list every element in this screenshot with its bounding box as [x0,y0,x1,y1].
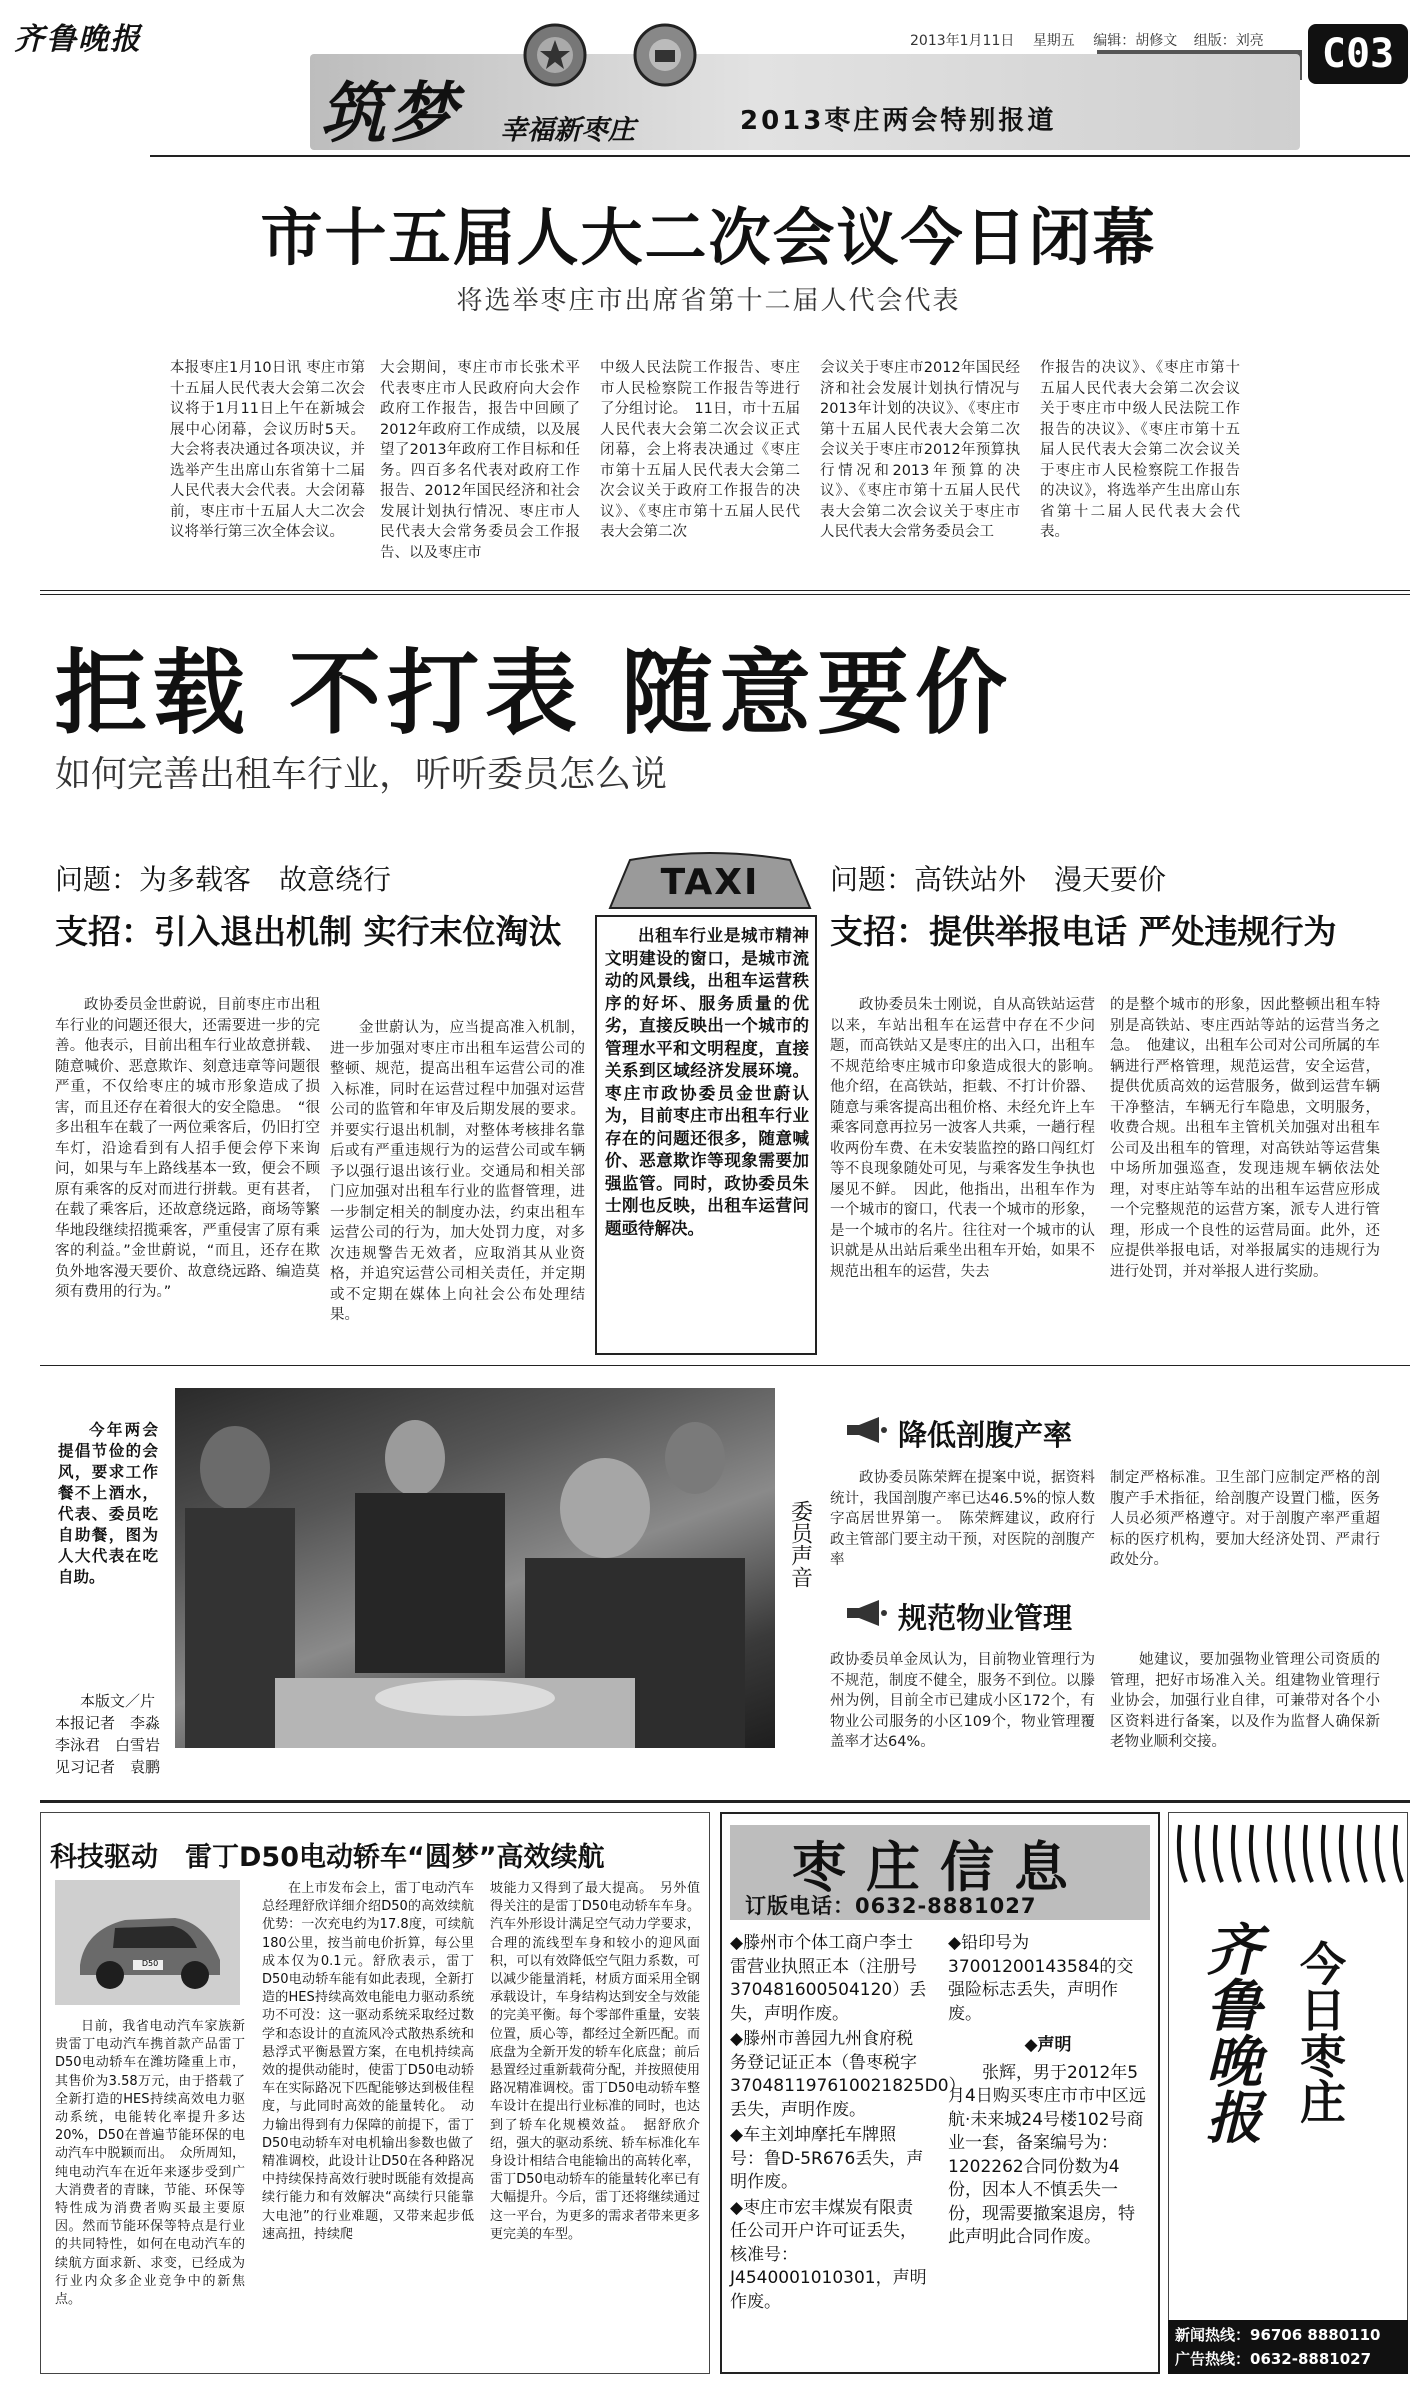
car-ad-headline: 科技驱动 雷丁D50电动轿车“圆梦”高效续航 [50,1842,605,1873]
megaphone-icon [845,1415,889,1449]
article1-col-4: 会议关于枣庄市2012年国民经济和社会发展计划执行情况与2013年计划的决议》、《枣庄市第十五届人民代表大会第二次会议关于枣庄市2012年预算执行情况和2013年预算的决议》、《枣庄市第十五届人民代表大会第二次会议关于枣庄市人民代表大会常务委员会工 [820,360,1020,540]
info-item: ◆枣庄市宏丰煤炭有限责任公司开户许可证丢失，核准号：J4540001010301，声明作废。 [730,2197,927,2312]
left-question: 问题：为多载客 故意绕行 [55,863,392,896]
left-answer: 支招：引入退出机制 实行末位淘汰 [55,912,562,951]
promo-ad-hotline: 广告热线：0632-8881027 [1175,2350,1372,2368]
taxi-col-2: 金世蔚认为，应当提高准入机制，进一步加强对枣庄市出租车运营公司的整顿、规范，提高出租车运营公司的准入标准，同时在运营过程中加强对运营公司的监管和年审及后期发展的要求。并要实行退出机制，对整体考核排名靠后或有严重违规行为的运营公司或车辆予以强行退出该行业。交通局和相关部门应加强对出租车行业的监督管理，进一步制定相关的制度办法，约束出租车运营公司的行为，加大处罚力度，对多次违规警告无效者，应取消其从业资格，并追究运营公司相关责任，并定期或不定期在媒体上向社会公布处理结果。 [330,1020,585,1323]
article1-col-3: 中级人民法院工作报告、枣庄市人民检察院工作报告等进行了分组讨论。 11日，市十五届人民代表大会第二次会议正式闭幕，会上将表决通过《枣庄市第十五届人民代表大会第二次会议关于政府工作报告的决议》、《枣庄市第十五届人民代表大会第二次 [600,360,800,540]
article1-headline: 市十五届人大二次会议今日闭幕 [260,201,1157,274]
car-col-1: 日前，我省电动汽车家族新贵雷丁电动汽车携首款产品雷丁D50电动轿车在潍坊隆重上市，其售价为3.58万元，由于搭载了全新打造的HES持续高效电力驱动系统，电能转化率提升多达20%，D50在普遍节能环保的电动汽车中脱颖而出。 众所周知，纯电动汽车在近年来逐步受到广大消费者的青睐，节能、环保等特性成为消费者购买最主要原因。然而节能环保等特点是行业的共同特性，如何在电动汽车的续航方面求新、求变，已经成为行业内众多企业竞争中的新焦点。 [55,2019,245,2308]
voices-label-text: 委员声音 [787,1500,813,1588]
divider [40,1800,1410,1803]
voice1-right: 制定严格标准。卫生部门应制定严格的剖腹产手术指征，给剖腹产设置门槛，医务人员必须严格遵守。对于剖腹产率严重超标的医疗机构，要加大经济处罚、严肃行政处分。 [1110,1470,1380,1568]
info-item: ◆滕州市个体工商户李士雷营业执照正本（注册号370481600504120）丢失，声明作废。 [730,1933,927,2024]
car-col-2: 在上市发布会上，雷丁电动汽车总经理舒欣详细介绍D50的高效续航优势：一次充电约为17.8度，可续航180公里，按当前电价折算，每公里成本仅为0.1元。舒欣表示，雷丁D50电动轿车能有如此表现，全新打造的HES持续高效电能电力驱动系统功不可没：这一驱动系统采取经过数学和态设计的直流风冷式散热系统和悬浮式平衡悬置方案，在电机持续高效的提供动能时，使雷丁D50电动轿车在实际路况下匹配能够达到极佳程度，与此同时高效的能量转化。 动力输出得到有力保障的前提下，雷丁D50电动轿车对电机输出参数也做了精准调校，此设计让D50在各种路况中持续保持高效行驶时既能有效提高续行能力和有效解决“高续行只能靠大电池”的行业难题，又带来起步低速高扭，持续爬 [262,1881,474,2242]
promo-section [1290,1940,1350,2137]
car-photo [55,1880,240,2005]
photo-caption: 今年两会提倡节俭的会风，要求工作餐不上酒水，代表、委员吃自助餐，图为人大代表在吃自助。 [58,1421,158,1586]
right-answer: 支招：提供举报电话 严处违规行为 [830,912,1337,951]
paper-logo: 齐鲁晚报 [14,22,142,57]
info-item: ◆滕州市善园九州食府税务登记证正本（鲁枣税字370481197610021825D0）丢失，声明作废。 [730,2029,966,2120]
divider [40,1365,1410,1366]
article1-subhead: 将选举枣庄市出席省第十二届人代会代表 [456,286,961,316]
taxi-col-1: 政协委员金世蔚说，目前枣庄市出租车行业的问题还很大，还需要进一步的完善。他表示，目前出租车行业故意拼载、随意喊价、恶意欺诈、刻意违章等问题很严重，不仅给枣庄的城市形象造成了损害，而且还存在着很大的安全隐患。 “很多出租车在载了一两位乘客后，仍旧打空车灯，沿途看到有人招手便会停下来询问，如果与车上路线基本一致，便会不顾原有乘客的反对而进行拼载。更有甚者，在载了乘客后，还故意绕远路，商场等繁华地段继续招揽乘客，严重侵害了原有乘客的利益。”金世蔚说，“而且，还存在欺负外地客漫天要价、故意绕远路、编造莫须有费用的行为。” [55,997,320,1300]
issue-weekday: 星期五 [1032,33,1075,49]
info-statement-title: ◆声明 [1024,2035,1072,2055]
promo-brand [1190,1920,1270,2161]
megaphone-icon-2 [845,1598,889,1632]
emblem-icon-2 [630,20,700,90]
divider [40,590,1410,591]
info-statement: 张辉，男于2012年5月4日购买枣庄市市中区远航·未来城24号楼102号商业一套，备案编号为：1202262合同份数为4份，因本人不慎丢失一份，现需要撤案退房，特此声明此合同作废。 [948,2062,1146,2247]
taxi-col-4: 的是整个城市的形象，因此整顿出租车特别是高铁站、枣庄西站等站的运营当务之急。 他建议，出租车公司对公司所属的车辆进行严格管理，规范运营，安全运营，提供优质高效的运营服务，做到运营车辆干净整洁，车辆无行车隐患，文明服务，收费合规。出租车主管机关加强对出租车公司及出租车的管理，对高铁站等运营集中场所加强巡查，发现违规车辆依法处理，对枣庄站等车站的出租车运营应形成一个完整规范的运营方案，派专人进行管理，形成一个良性的运营局面。此外，还应提供举报电话，对举报属实的违规行为进行处罚，并对举报人进行奖励。 [1110,997,1380,1280]
article2-subhead: 如何完善出租车行业，听听委员怎么说 [55,754,668,795]
promo-section-text: 今日枣庄 [1293,1940,1347,2124]
voice2-left: 政协委员单金凤认为，目前物业管理行为不规范，制度不健全，服务不到位。以滕州为例，目前全市已建成小区172个，有物业公司服务的小区109个，物业管理覆盖率才达64%。 [830,1652,1095,1750]
promo-brand-text: 齐鲁晚报 [1197,1920,1263,2144]
car-col-3: 坡能力又得到了最大提高。 另外值得关注的是雷丁D50电动轿车车身。汽车外形设计满足空气动力学要求，合理的流线型车身和较小的迎风面积，可以有效降低空气阻力系数，可以减少能量消耗，材质方面采用全钢承载设计，车身结构达到安全与效能的完美平衡。每个零部件重量，安装位置，质心等，都经过全新匹配。而底盘为全新开发的轿车化底盘；前后悬置经过重新载荷分配，并按照使用路况精准调校。雷丁D50电动轿车整车设计在提出行业标准的同时，也达到了轿车化规模效益。 据舒欣介绍，强大的驱动系统、轿车标准化车身设计相结合电能输出的高转化率，雷丁D50电动轿车的能量转化率已有大幅提升。今后，雷丁还将继续通过这一平台，为更多的需求者带来更多更完美的车型。 [490,1881,700,2242]
photo-credit-1: 本报记者 李淼 [55,1714,161,1732]
info-item: ◆铅印号为37001200143584的交强险标志丢失，声明作废。 [948,1933,1134,2024]
article2-headline: 拒载 不打表 随意要价 [55,640,1014,747]
issue-date: 2013年1月11日 [910,33,1015,49]
photo-credit-title: 本版文／片 [80,1692,156,1710]
article1-col-1: 本报枣庄1月10日讯 枣庄市第十五届人民代表大会第二次会议将于1月11日上午在新城会展中心闭幕，会议历时5天。大会将表决通过各项决议，并选举产生出席山东省第十二届人民代表大会代表。大会闭幕前，枣庄市十五届人大二次会议将举行第三次全体会议。 [170,360,365,540]
promo-deco [1170,1820,1406,1890]
photo-credit-3: 见习记者 袁鹏 [55,1758,161,1776]
promo-news-hotline: 新闻热线：96706 8880110 [1175,2326,1381,2344]
right-question: 问题：高铁站外 漫天要价 [830,863,1167,896]
voice1-left: 政协委员陈荣辉在提案中说，据资料统计，我国剖腹产率已达46.5%的惊人数字高居世界第一。 陈荣辉建议，政府行政主管部门要主动干预，对医院的剖腹产率 [830,1470,1095,1568]
news-photo [175,1388,775,1748]
article1-col-2: 大会期间，枣庄市市长张术平代表枣庄市人民政府向大会作政府工作报告，报告中回顾了2012年政府工作成绩，以及展望了2013年政府工作目标和任务。四百多名代表对政府工作报告、2012年国民经济和社会发展计划执行情况、枣庄市人民代表大会常务委员会工作报告、以及枣庄市 [380,360,580,561]
emblem-icon [520,20,590,90]
divider [150,155,1410,157]
date-line [910,30,1264,50]
taxi-intro-text: 出租车行业是城市精神文明建设的窗口，是城市流动的风景线，出租车运营秩序的好坏、服务质量的优劣，直接反映出一个城市的管理水平和文明程度，直接关系到区域经济发展环境。枣庄市政协委员金世蔚认为，目前枣庄市出租车行业存在的问题还很多，随意喊价、恶意欺诈等现象需要加强监管。同时，政协委员朱士刚也反映，出租车运营问题亟待解决。 [605,926,809,1238]
masthead [0,0,1417,160]
layout-credit: 组版：刘亮 [1193,33,1264,49]
info-phone: 订版电话：0632-8881027 [745,1894,1037,1918]
voice2-title: 规范物业管理 [898,1601,1073,1635]
car-plate: D50 [141,1959,159,1968]
banner-special: 2013枣庄两会特别报道 [740,106,1057,136]
info-item: ◆车主刘坤摩托车牌照号：鲁D-5R676丢失，声明作废。 [730,2125,924,2192]
photo-credit-2: 李泳君 白雪岩 [55,1736,161,1754]
divider [40,594,1410,595]
voice1-title: 降低剖腹产率 [898,1418,1073,1452]
article1-col-5: 作报告的决议》、《枣庄市第十五届人民代表大会第二次会议关于枣庄市中级人民法院工作报告的决议》、《枣庄市第十五届人民代表大会第二次会议关于枣庄市人民检察院工作报告的决议》，将选举产生出席山东省第十二届人民代表大会代表。 [1040,360,1240,540]
page-number: C03 [1308,24,1408,84]
voice2-right: 她建议，要加强物业管理公司资质的管理，把好市场准入关。组建物业管理行业协会，加强行业自律，可兼带对各个小区资料进行备案，以及作为监督人确保新老物业顺利交接。 [1110,1652,1380,1750]
info-title: 枣庄信息 [792,1835,1088,1899]
voices-side-label [785,1500,815,1595]
info-list-right [948,1932,1148,2250]
taxi-sign-text: TAXI [660,862,760,903]
banner-subtitle: 幸福新枣庄 [500,115,635,146]
banner-title: 筑梦 [320,74,460,152]
info-list-left [730,1932,966,2314]
taxi-col-3: 政协委员朱士刚说，自从高铁站运营以来，车站出租车在运营中存在不少问题，而高铁站又是枣庄的出入口，出租车不规范给枣庄城市印象造成很大的影响。 他介绍，在高铁站，拒载、不打计价器、随意与乘客提高出租价格、未经允许上车乘客同意再拉另一波客人共乘，一趟行程收两份车费、在未安装监控的路口闯红灯等不良现象随处可见，与乘客发生争执也屡见不鲜。 因此，他指出，出租车作为一个城市的窗口，代表一个城市的形象，是一个城市的名片。往往对一个城市的认识就是从出站后乘坐出租车开始，如果不规范出租车的运营，失去 [830,997,1110,1280]
editor-credit: 编辑：胡修文 [1093,33,1178,49]
